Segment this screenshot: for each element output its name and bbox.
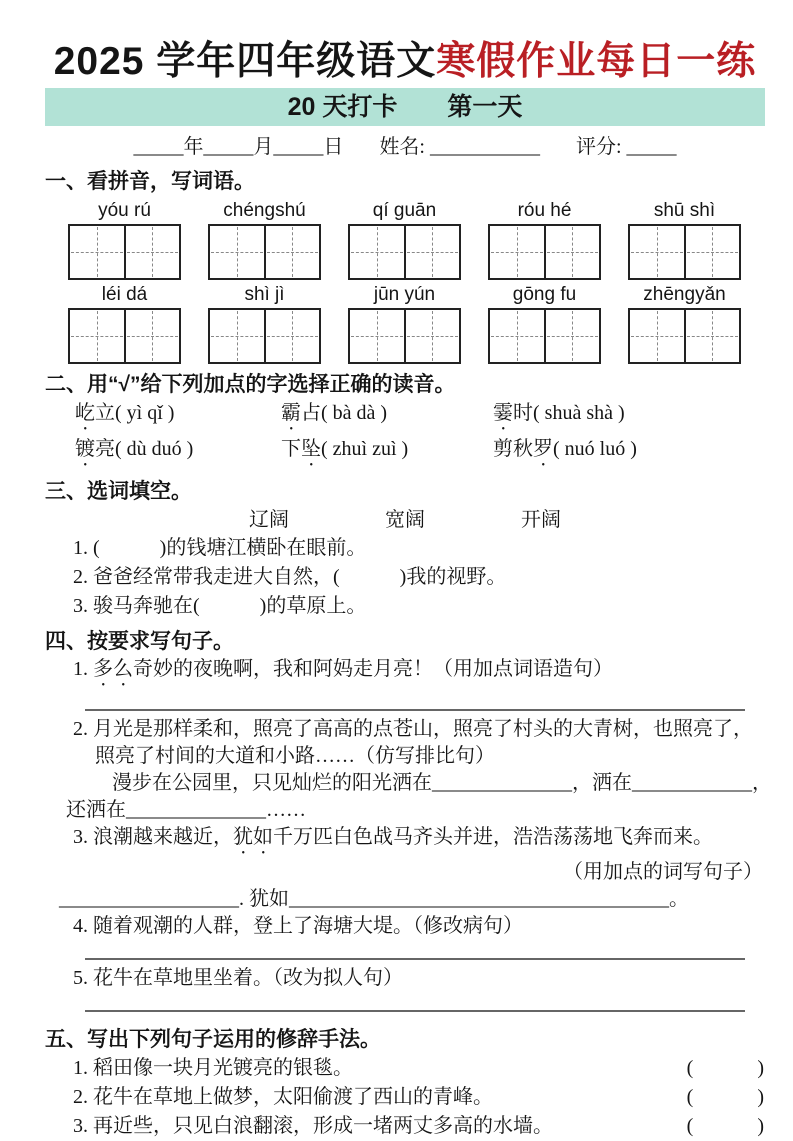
answer-line <box>85 691 745 711</box>
fill-item: 1. ( )的钱塘江横卧在眼前。 <box>73 537 367 559</box>
pinyin-label: yóu rú <box>98 200 151 221</box>
pinyin-label: róu hé <box>517 200 572 221</box>
reading-item <box>75 399 281 435</box>
pinyin-label: gōng fu <box>512 284 577 305</box>
pinyin-label: jūn yún <box>373 284 436 305</box>
rhetoric-item-text: 1. 稻田像一块月光镀亮的银毯。 <box>73 1057 353 1079</box>
writing-grid <box>68 308 181 364</box>
pinyin-label: chéngshú <box>223 200 306 221</box>
grid-cell <box>350 310 404 362</box>
pinyin-label: shì jì <box>244 284 285 305</box>
pinyin-word-group <box>208 282 321 364</box>
page-title <box>45 38 765 86</box>
reading-item-rest: 时( shuà shà ) <box>513 402 625 424</box>
rhetoric-item-text: 2. 花牛在草地上做梦，太阳偷渡了西山的青峰。 <box>73 1086 493 1108</box>
pinyin-word-group <box>628 282 741 364</box>
section4-heading: 四、按要求写句子。 <box>45 630 234 653</box>
grid-cell <box>544 310 600 362</box>
grid-cell <box>210 310 264 362</box>
grid-cell <box>630 310 684 362</box>
pinyin-word-group <box>68 282 181 364</box>
fill-item: 3. 骏马奔驰在( )的草原上。 <box>73 595 367 617</box>
page-title-red: 寒假作业每日一练 <box>436 40 757 83</box>
dotted-word: 犹如 <box>233 826 273 848</box>
grid-cell <box>490 226 544 278</box>
date-blanks: _____年_____月_____日 <box>133 136 344 158</box>
writing-grid <box>628 308 741 364</box>
writing-grid <box>488 308 601 364</box>
sentence-item-rest: 千万匹白色战马齐头并进，浩浩荡荡地飞奔而来。 <box>273 826 713 848</box>
page-title-black: 2025 学年四年级语文 <box>53 40 437 83</box>
answer-line <box>85 992 745 1012</box>
writing-grid <box>348 308 461 364</box>
rhetoric-answer-paren: ( ) <box>686 1057 765 1079</box>
word-bank-item: 宽阔 <box>385 509 425 531</box>
writing-grid <box>68 224 181 280</box>
grid-cell <box>544 226 600 278</box>
sentence-item-3-note: （用加点的词写句子） <box>563 861 763 883</box>
word-bank <box>45 506 765 534</box>
name-blank: 姓名: ___________ <box>379 136 540 158</box>
pinyin-word-group <box>488 198 601 280</box>
sentence-item-3-answer: __________________. 犹如______________________________________。 <box>59 888 689 910</box>
reading-item-rest: 占( bà dà ) <box>301 402 388 424</box>
grid-cell <box>264 310 320 362</box>
dotted-char: 霎 <box>493 402 513 424</box>
grid-cell <box>490 310 544 362</box>
writing-grid <box>628 224 741 280</box>
word-bank-item: 开阔 <box>521 509 561 531</box>
answer-line <box>85 940 745 960</box>
section2-heading: 二、用“√”给下列加点的字选择正确的读音。 <box>45 373 456 396</box>
dotted-char: 屹 <box>75 402 95 424</box>
grid-cell <box>210 226 264 278</box>
reading-item <box>281 435 493 471</box>
section5-heading: 五、写出下列句子运用的修辞手法。 <box>45 1028 381 1051</box>
word-bank-item: 辽阔 <box>249 509 289 531</box>
sentence-item-1 <box>73 656 765 691</box>
writing-grid <box>348 224 461 280</box>
sentence-item-rest: 奇妙的夜晚啊，我和阿妈走月亮！（用加点词语造句） <box>133 658 613 680</box>
sentence-item-3 <box>73 824 765 859</box>
rhetoric-item <box>73 1054 765 1083</box>
pinyin-word-group <box>488 282 601 364</box>
pinyin-label: shū shì <box>653 200 716 221</box>
fill-item: 2. 爸爸经常带我走进大自然，( )我的视野。 <box>73 566 507 588</box>
reading-item <box>493 399 765 435</box>
section3-heading: 三、选词填空。 <box>45 480 192 503</box>
rhetoric-answer-paren: ( ) <box>686 1086 765 1108</box>
sentence-item-2-line2: 照亮了村间的大道和小路……（仿写排比句） <box>95 745 495 767</box>
pinyin-word-group <box>348 282 461 364</box>
pinyin-label: léi dá <box>101 284 148 305</box>
dotted-word: 多么 <box>93 658 133 680</box>
grid-cell <box>630 226 684 278</box>
pinyin-word-group <box>68 198 181 280</box>
grid-cell <box>70 226 124 278</box>
pinyin-label: qí guān <box>372 200 437 221</box>
writing-grid <box>208 308 321 364</box>
pinyin-row-1 <box>68 198 741 280</box>
day-banner: 20 天打卡 第一天 <box>45 88 765 126</box>
pinyin-word-group <box>208 198 321 280</box>
grid-cell <box>350 226 404 278</box>
sentence-item-4: 4. 随着观潮的人群，登上了海塘大堤。（修改病句） <box>73 915 523 937</box>
pinyin-word-group <box>628 198 741 280</box>
sentence-item-pre: 3. 浪潮越来越近， <box>73 826 233 848</box>
section1-heading: 一、看拼音，写词语。 <box>45 170 255 193</box>
writing-grid <box>208 224 321 280</box>
sentence-item-2-fill2: 还洒在______________…… <box>66 799 306 821</box>
grid-cell <box>684 310 740 362</box>
sentence-item-2-fill1: 漫步在公园里，只见灿烂的阳光洒在______________，洒在____________， <box>112 772 772 794</box>
grid-cell <box>124 310 180 362</box>
sentence-item-pre: 1. <box>73 658 93 680</box>
rhetoric-item <box>73 1112 765 1141</box>
writing-grid <box>488 224 601 280</box>
dotted-char: 坠 <box>301 438 321 460</box>
pinyin-word-group <box>348 198 461 280</box>
dotted-char: 罗 <box>533 438 553 460</box>
pinyin-label: zhēngyǎn <box>643 284 726 305</box>
reading-item-rest: 亮( dù duó ) <box>95 438 194 460</box>
reading-item-rest: ( nuó luó ) <box>553 438 637 460</box>
reading-item <box>75 435 281 471</box>
score-blank: 评分: _____ <box>576 136 677 158</box>
grid-cell <box>404 226 460 278</box>
reading-item-pre: 下 <box>281 438 301 460</box>
grid-cell <box>124 226 180 278</box>
grid-cell <box>264 226 320 278</box>
reading-item <box>281 399 493 435</box>
reading-item <box>493 435 765 471</box>
grid-cell <box>70 310 124 362</box>
date-name-score-line <box>45 134 765 161</box>
pinyin-grid-area <box>68 198 741 364</box>
rhetoric-item-text: 3. 再近些，只见白浪翻滚，形成一堵两丈多高的水墙。 <box>73 1115 553 1137</box>
reading-item-rest: 立( yì qǐ ) <box>95 402 175 424</box>
reading-choice-grid <box>75 399 765 471</box>
grid-cell <box>684 226 740 278</box>
reading-item-pre: 剪秋 <box>493 438 533 460</box>
rhetoric-item <box>73 1083 765 1112</box>
sentence-item-5: 5. 花牛在草地里坐着。（改为拟人句） <box>73 967 403 989</box>
pinyin-row-2 <box>68 282 741 364</box>
dotted-char: 霸 <box>281 402 301 424</box>
reading-item-rest: ( zhuì zuì ) <box>321 438 409 460</box>
grid-cell <box>404 310 460 362</box>
dotted-char: 镀 <box>75 438 95 460</box>
rhetoric-answer-paren: ( ) <box>686 1115 765 1137</box>
sentence-item-2-line1: 2. 月光是那样柔和，照亮了高高的点苍山，照亮了村头的大青树，也照亮了， <box>73 718 753 740</box>
